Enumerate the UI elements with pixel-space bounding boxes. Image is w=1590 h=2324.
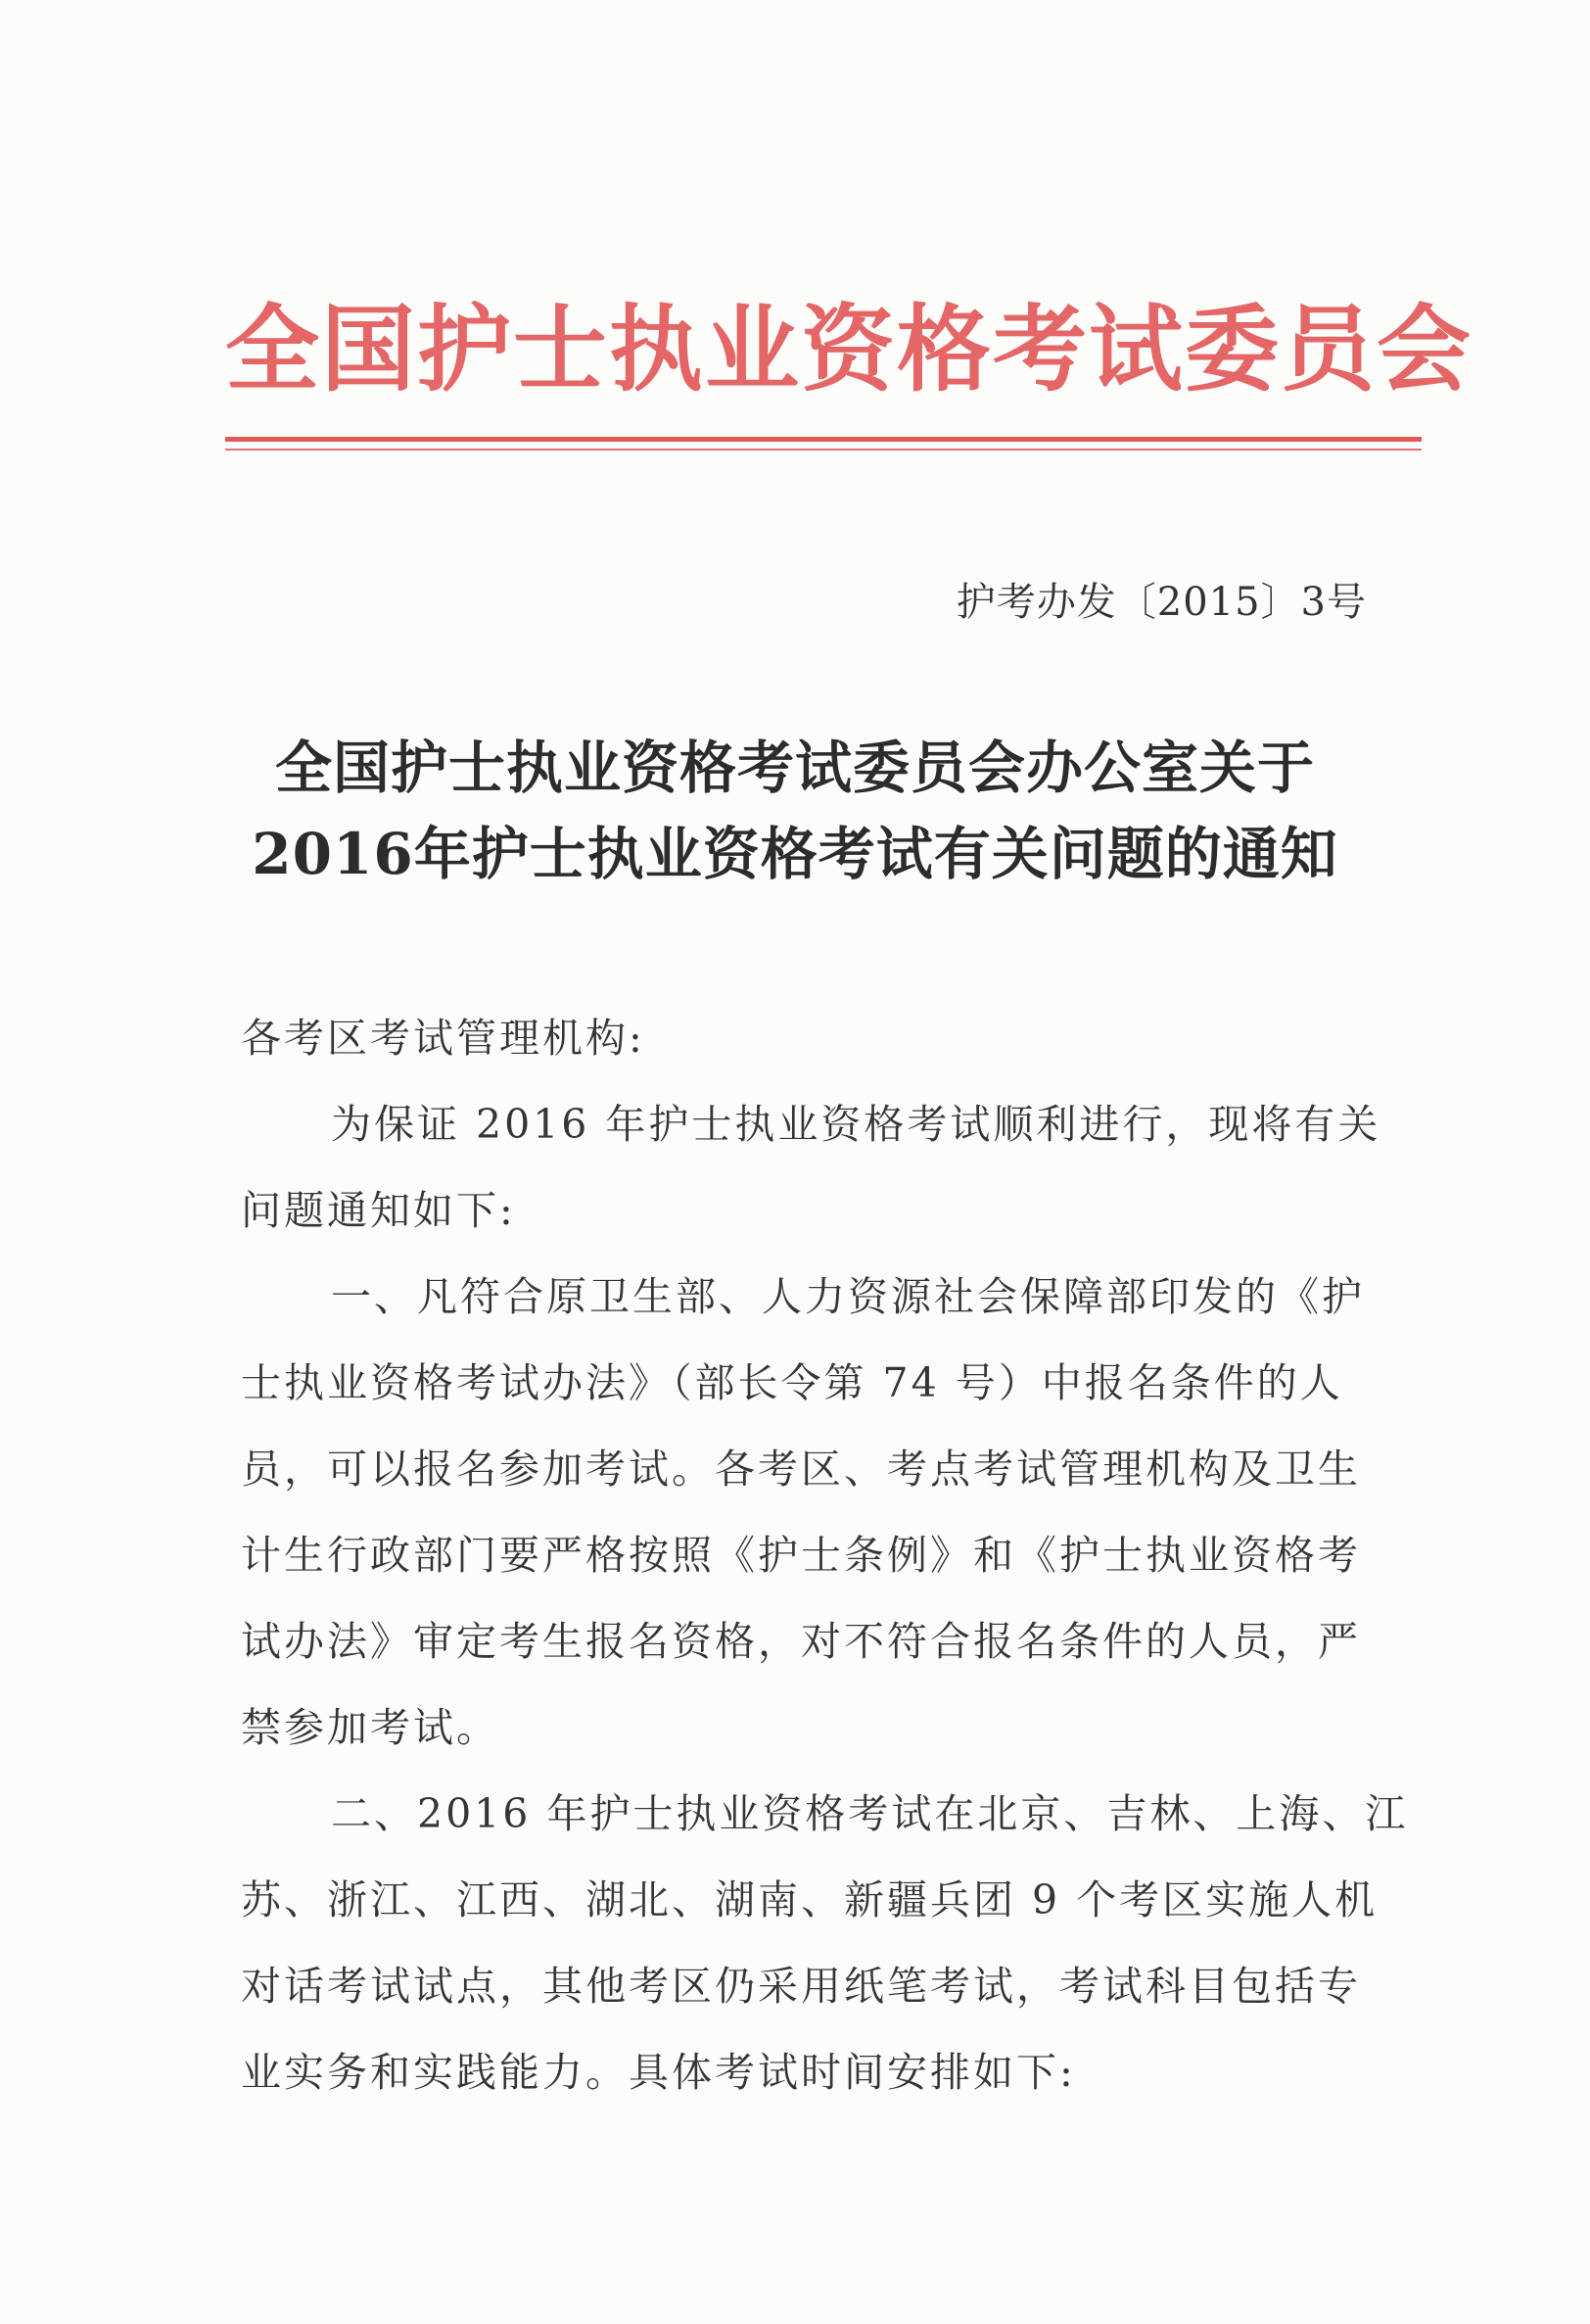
body-line: 禁参加考试。 [241,1704,499,1751]
body-line: 对话考试试点，其他考区仍采用纸笔考试，考试科目包括专 [241,1963,1361,2010]
body-line: 计生行政部门要严格按照《护士条例》和《护士执业资格考 [241,1532,1361,1579]
body-line: 苏、浙江、江西、湖北、湖南、新疆兵团 9 个考区实施人机 [241,1876,1379,1923]
body-line: 业实务和实践能力。具体考试时间安排如下: [241,2049,1076,2096]
letterhead-org-name: 全国护士执业资格考试委员会 [225,294,1473,404]
document-title [225,725,1365,897]
body-line: 员，可以报名参加考试。各考区、考点考试管理机构及卫生 [241,1446,1361,1493]
letterhead-rule-thick [225,437,1422,442]
title-line-1: 全国护士执业资格考试委员会办公室关于 [274,735,1315,801]
document-number: 护考办发〔2015〕3号 [956,580,1367,625]
letterhead-rule-thin [225,449,1422,451]
title-line-2: 2016年护士执业资格考试有关问题的通知 [252,821,1338,887]
document-body [241,995,1409,2115]
body-line: 士执业资格考试办法》（部长令第 74 号）中报名条件的人 [241,1359,1343,1406]
body-line: 为保证 2016 年护士执业资格考试顺利进行，现将有关 [331,1101,1381,1148]
salutation: 各考区考试管理机构: [241,1015,645,1062]
body-line: 二、2016 年护士执业资格考试在北京、吉林、上海、江 [331,1790,1409,1837]
body-line: 试办法》审定考生报名资格，对不符合报名条件的人员，严 [241,1618,1361,1665]
body-line: 一、凡符合原卫生部、人力资源社会保障部印发的《护 [331,1273,1365,1320]
body-line: 问题通知如下: [241,1187,516,1234]
